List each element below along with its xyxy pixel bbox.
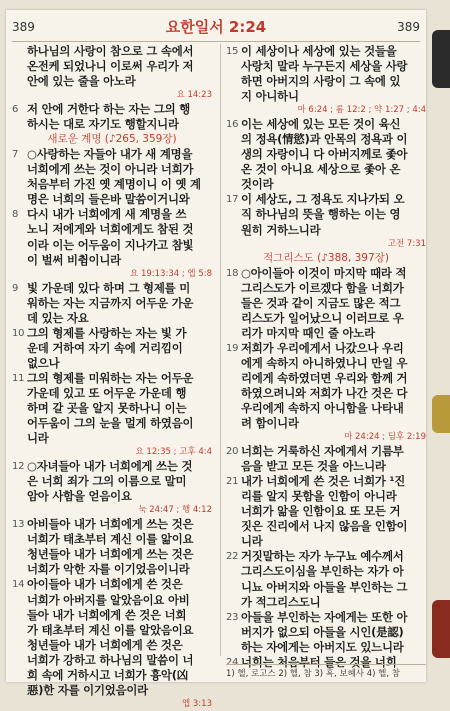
- verse-line: 은 너희 죄가 그의 이름으로 말미: [27, 474, 187, 489]
- verse-number: 16: [226, 119, 239, 131]
- verse-line: 워하는 자는 지금까지 어두운 가운: [27, 295, 194, 310]
- book-index-tab[interactable]: [432, 395, 450, 433]
- verse-line: 하면 아버지의 사랑이 그 속에 있: [241, 74, 401, 89]
- verse: [226, 192, 426, 237]
- verse-line: 그리스도이심을 부인하는 자가 아: [241, 564, 404, 579]
- verse-line: 가 적그리스도니: [241, 594, 321, 609]
- verse-line: 내가 너희에게 쓴 것은 너희가 ¹진: [241, 474, 406, 489]
- verse-line: 노니 저에게와 너희에게도 참된 것: [27, 222, 194, 237]
- verse-line: ○자녀들아 내가 너희에게 쓰는 것: [27, 459, 193, 474]
- verse-line: 아비들아 내가 너희에게 쓰는 것은: [27, 517, 194, 532]
- verse-number: 23: [226, 611, 239, 623]
- book-index-tab[interactable]: [432, 30, 450, 88]
- running-title: 요한일서 2:24: [165, 18, 267, 36]
- book-index-tab[interactable]: [432, 600, 450, 658]
- verse-number: 6: [12, 104, 19, 116]
- verse-line: 너희는 거룩하신 자에게서 기름부: [241, 444, 404, 459]
- verse-line: 하시는 대로 자기도 행할지니라: [27, 117, 179, 132]
- verse-line: 운데 거하여 자기 속에 거리낌이: [27, 340, 183, 355]
- verse-line: 너희가 앎을 인함이요 또 모든 거: [241, 504, 401, 519]
- verse-line: 리스도가 일어났으니 이러므로 우: [241, 310, 404, 325]
- verse: [226, 44, 426, 104]
- verse-line: 청년들아 내가 너희에게 쓰는 것은: [27, 547, 194, 562]
- left-column: [12, 44, 212, 711]
- verse-number: 10: [12, 327, 25, 339]
- verse-line: 버지가 없으되 아들을 시인(是認): [241, 624, 404, 639]
- verse: [12, 207, 212, 267]
- page-header: [12, 16, 420, 38]
- verse-line: 저희가 우리에게서 나갔으나 우리: [241, 340, 404, 355]
- section-heading: 적그리스도 (♪388, 397장): [263, 251, 389, 264]
- verse: [226, 549, 426, 609]
- verse-number: 22: [226, 551, 239, 563]
- verse: [226, 341, 426, 431]
- verse-line: 음을 받고 모든 것을 아느니라: [241, 459, 386, 474]
- verse-line: 짓은 진리에서 나지 않음을 인함이: [241, 519, 408, 534]
- section-heading: 새로운 계명 (♪265, 359장): [47, 133, 177, 146]
- cross-reference: 눅 24:47 ; 행 4:12: [138, 505, 212, 516]
- verse-line: 다시 내가 너희에게 새 계명을 쓰: [27, 207, 187, 222]
- verse-number: 20: [226, 446, 239, 458]
- verse-line: 惡)한 자를 이기었음이라: [27, 682, 148, 697]
- verse-number: 12: [12, 461, 25, 473]
- verse-number: 13: [12, 519, 25, 531]
- verse-number: 15: [226, 46, 239, 57]
- verse-line: 원히 거하느니라: [241, 222, 321, 237]
- verse-line: 안에 있는 줄을 아노라: [27, 74, 136, 89]
- verse-number: 8: [12, 209, 19, 221]
- verse-line: 데 있는 자요: [27, 310, 89, 325]
- page-number-left: 389: [12, 20, 35, 34]
- verse-line: 이는 세상에 있는 모든 것이 육신: [241, 117, 401, 132]
- verse-number: 21: [226, 476, 239, 488]
- verse: [12, 326, 212, 371]
- verse-line: 암아 사함을 얻음이요: [27, 489, 132, 504]
- verse-line: 그리스도가 이르겠다 함을 너희가: [241, 280, 404, 295]
- verse-line: 니라: [241, 534, 263, 549]
- verse: [226, 474, 426, 549]
- verse-line: 들아 내가 너희에게 쓴 것은 너희: [27, 607, 187, 622]
- page-number-right: 389: [397, 20, 420, 34]
- verse-line: 사랑치 말라 누구든지 세상을 사랑: [241, 59, 408, 74]
- verse-line: 이라 이는 어두움이 지나가고 참빛: [27, 237, 194, 252]
- verse: [226, 444, 426, 474]
- verse-line: 어두움이 그의 눈을 멀게 하였음이: [27, 416, 194, 431]
- verse-line: 아들을 부인하는 자에게는 또한 아: [241, 609, 408, 624]
- verse-line: ○사랑하는 자들아 내가 새 계명을: [27, 147, 193, 162]
- verse-line: 려 함이니라: [241, 416, 299, 431]
- verse-line: 직 하나님의 뜻을 행하는 이는 영: [241, 207, 401, 222]
- verse-line: 온 것이 아니요 세상으로 좇아 온: [241, 162, 401, 177]
- cross-reference: 고전 7:31: [387, 238, 426, 249]
- verse-line: 너희가 태초부터 계신 이를 앎이요: [27, 532, 194, 547]
- verse-line: 지 아니하니: [241, 89, 299, 104]
- verse-line: 청년들아 내가 너희에게 쓴 것은: [27, 637, 183, 652]
- verse: [12, 147, 212, 207]
- cross-reference: 마 24:24 ; 딤후 2:19: [344, 432, 426, 443]
- verse-line: 하며 갈 곳을 알지 못하나니 이는: [27, 400, 187, 415]
- verse-number: 14: [12, 579, 25, 591]
- verse-line: 그의 형제를 사랑하는 자는 빛 가: [27, 325, 187, 340]
- verse-line: 너희는 처음부터 들은 것을 너희: [241, 654, 397, 669]
- verse-line: 이 세상이나 세상에 있는 것들을: [241, 44, 397, 58]
- verse-line: 하는 자에게는 아버지도 있느니라: [241, 639, 404, 654]
- verse-number: 9: [12, 282, 19, 294]
- verse-line: 에게 속하지 아니하였나니 만일 우: [241, 355, 408, 370]
- verse-line: 너희가 아버지를 알았음이요 아비: [27, 592, 190, 607]
- verse: [12, 577, 212, 697]
- verse-line: 너희에게 쓰는 것이 아니라 너희가: [27, 162, 194, 177]
- verse-line: 없으나: [27, 355, 60, 370]
- cross-reference: 요 12:35 ; 고후 4:4: [135, 447, 212, 458]
- verse-line: 가운데 있고 또 어두운 가운데 행: [27, 385, 187, 400]
- verse-line: ○아이들아 이것이 마지막 때라 적: [241, 265, 407, 280]
- verse: [226, 610, 426, 655]
- verse-line: 하였으려니와 저희가 나간 것은 다: [241, 385, 408, 400]
- verse-line: 거짓말하는 자가 누구뇨 예수께서: [241, 549, 404, 564]
- verse-line: 희 속에 거하시고 너희가 흉악(凶: [27, 667, 188, 682]
- verse-line: 그의 형제를 미워하는 자는 어두운: [27, 370, 194, 385]
- verse-line: 이 벌써 비췸이니라: [27, 252, 121, 267]
- verse: [226, 266, 426, 341]
- header-rule: [12, 41, 420, 42]
- bible-page: [6, 10, 426, 709]
- verse: [12, 371, 212, 446]
- verse-number: 18: [226, 267, 239, 279]
- verse-line: 하나님의 사랑이 참으로 그 속에서: [27, 44, 194, 58]
- verse-line: 가 태초부터 계신 이를 알았음이요: [27, 622, 194, 637]
- verse-line: 이 세상도, 그 정욕도 지나가되 오: [241, 192, 405, 207]
- verse-line: 너희가 강하고 하나님의 말씀이 너: [27, 652, 194, 667]
- verse-line: 처음부터 가진 옛 계명이니 이 옛 계: [27, 177, 201, 192]
- verse: [12, 44, 212, 89]
- verse: [12, 102, 212, 132]
- footnote-rule: [226, 664, 426, 665]
- verse-number: 24: [226, 656, 239, 668]
- verse: [12, 459, 212, 504]
- verse-line: 온전케 되었나니 이로써 우리가 저: [27, 59, 194, 74]
- verse-line: 우리에게 속하지 아니함을 나타내: [241, 400, 404, 415]
- verse-line: 리가 마지막 때인 줄 아노라: [241, 325, 375, 340]
- verse-line: 명은 너희의 들은바 말씀이거니와: [27, 192, 190, 207]
- verse-line: 들은 것과 같이 지금도 많은 적그: [241, 295, 401, 310]
- cross-reference: 엡 3:13: [181, 698, 212, 709]
- cross-reference: 마 6:24 ; 롬 12:2 ; 약 1:27 ; 4:4: [297, 105, 426, 116]
- verse: [12, 517, 212, 577]
- right-column: [226, 44, 426, 670]
- verse-line: 빛 가운데 있다 하며 그 형제를 미: [27, 280, 191, 295]
- verse-line: 아이들아 내가 너희에게 쓴 것은: [27, 577, 183, 592]
- verse-number: 7: [12, 149, 19, 161]
- verse-line: 의 정욕(情慾)과 안목의 정욕과 이: [241, 132, 408, 147]
- verse-line: 니라: [27, 431, 49, 446]
- verse-number: 11: [12, 372, 25, 384]
- verse-number: 17: [226, 194, 239, 206]
- verse-line: 리에게 속하였더면 우리와 함께 거: [241, 370, 408, 385]
- verse: [12, 281, 212, 326]
- cross-reference: 요 19:13:34 ; 엡 5:8: [130, 268, 212, 279]
- verse-line: 생의 자랑이니 다 아버지께로 좇아: [241, 147, 408, 162]
- verse-line: 것이라: [241, 177, 274, 192]
- column-divider: [220, 44, 221, 656]
- verse-number: 19: [226, 342, 239, 354]
- verse-line: 저 안에 거한다 하는 자는 그의 행: [27, 102, 191, 117]
- verse: [226, 117, 426, 192]
- verse-line: 리를 알지 못함을 인함이 아니라: [241, 489, 397, 504]
- verse-line: 니뇨 아버지와 아들을 부인하는 그: [241, 579, 408, 594]
- cross-reference: 요 14:23: [176, 90, 212, 101]
- footnotes: 1) 헬, 로고스 2) 헬, 참 3) 혹, 보혜사 4) 헬, 참: [226, 669, 400, 679]
- verse-line: 너희가 악한 자를 이기었음이니라: [27, 562, 190, 577]
